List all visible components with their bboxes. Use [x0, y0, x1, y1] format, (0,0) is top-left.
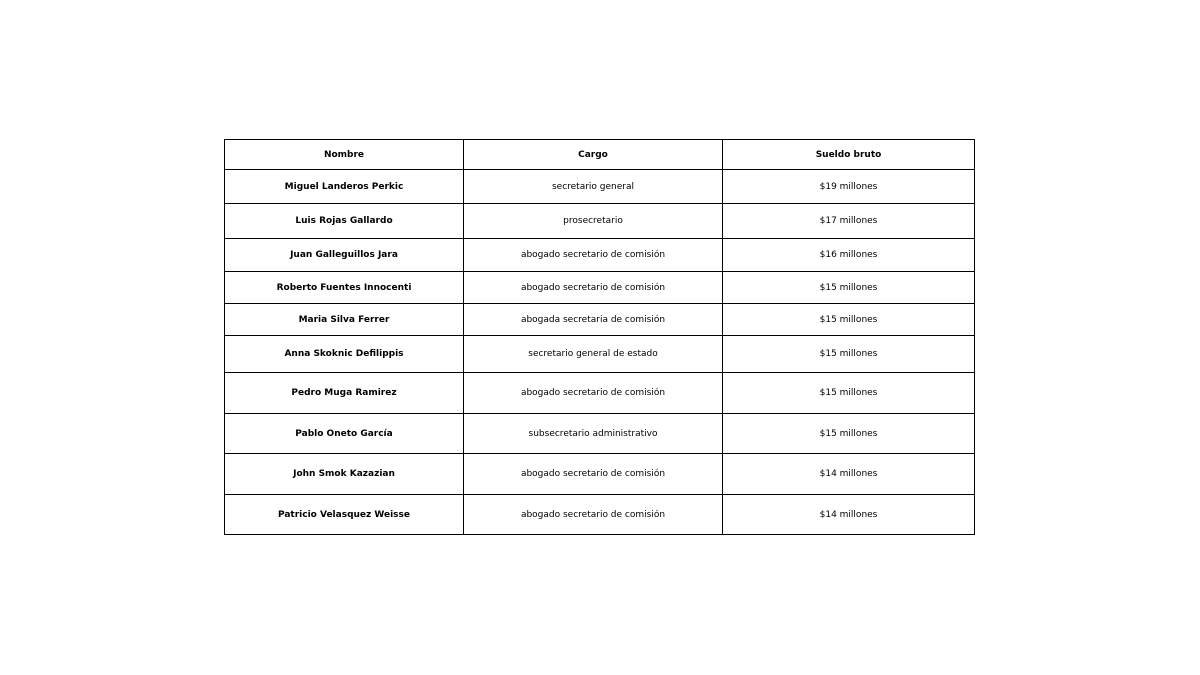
cargo-cell: prosecretario — [464, 204, 723, 239]
salary-cell: $17 millones — [723, 204, 975, 239]
header-nombre: Nombre — [225, 140, 464, 170]
salary-table — [224, 139, 975, 535]
table-row — [225, 170, 975, 204]
cargo-cell: abogado secretario de comisión — [464, 454, 723, 495]
cargo-cell: secretario general de estado — [464, 336, 723, 373]
name-cell: Roberto Fuentes Innocenti — [225, 272, 464, 304]
name-cell: Anna Skoknic Defilippis — [225, 336, 464, 373]
table-row — [225, 495, 975, 535]
header-sueldo-bruto: Sueldo bruto — [723, 140, 975, 170]
table-row — [225, 373, 975, 414]
name-cell: John Smok Kazazian — [225, 454, 464, 495]
cargo-cell: abogada secretaria de comisión — [464, 304, 723, 336]
name-cell: Juan Galleguillos Jara — [225, 239, 464, 272]
salary-cell: $15 millones — [723, 272, 975, 304]
cargo-cell: abogado secretario de comisión — [464, 373, 723, 414]
table-row — [225, 336, 975, 373]
salary-cell: $14 millones — [723, 495, 975, 535]
name-cell: Pedro Muga Ramirez — [225, 373, 464, 414]
table-row — [225, 272, 975, 304]
name-cell: Maria Silva Ferrer — [225, 304, 464, 336]
salary-cell: $19 millones — [723, 170, 975, 204]
table-row — [225, 304, 975, 336]
header-row — [225, 140, 975, 170]
table-row — [225, 239, 975, 272]
cargo-cell: secretario general — [464, 170, 723, 204]
table-row — [225, 414, 975, 454]
salary-cell: $15 millones — [723, 373, 975, 414]
table-row — [225, 454, 975, 495]
salary-cell: $15 millones — [723, 336, 975, 373]
salary-cell: $15 millones — [723, 304, 975, 336]
cargo-cell: subsecretario administrativo — [464, 414, 723, 454]
table-row — [225, 204, 975, 239]
name-cell: Miguel Landeros Perkic — [225, 170, 464, 204]
salary-cell: $16 millones — [723, 239, 975, 272]
cargo-cell: abogado secretario de comisión — [464, 239, 723, 272]
cargo-cell: abogado secretario de comisión — [464, 272, 723, 304]
salary-cell: $15 millones — [723, 414, 975, 454]
salary-cell: $14 millones — [723, 454, 975, 495]
name-cell: Pablo Oneto García — [225, 414, 464, 454]
name-cell: Luis Rojas Gallardo — [225, 204, 464, 239]
name-cell: Patricio Velasquez Weisse — [225, 495, 464, 535]
cargo-cell: abogado secretario de comisión — [464, 495, 723, 535]
header-cargo: Cargo — [464, 140, 723, 170]
